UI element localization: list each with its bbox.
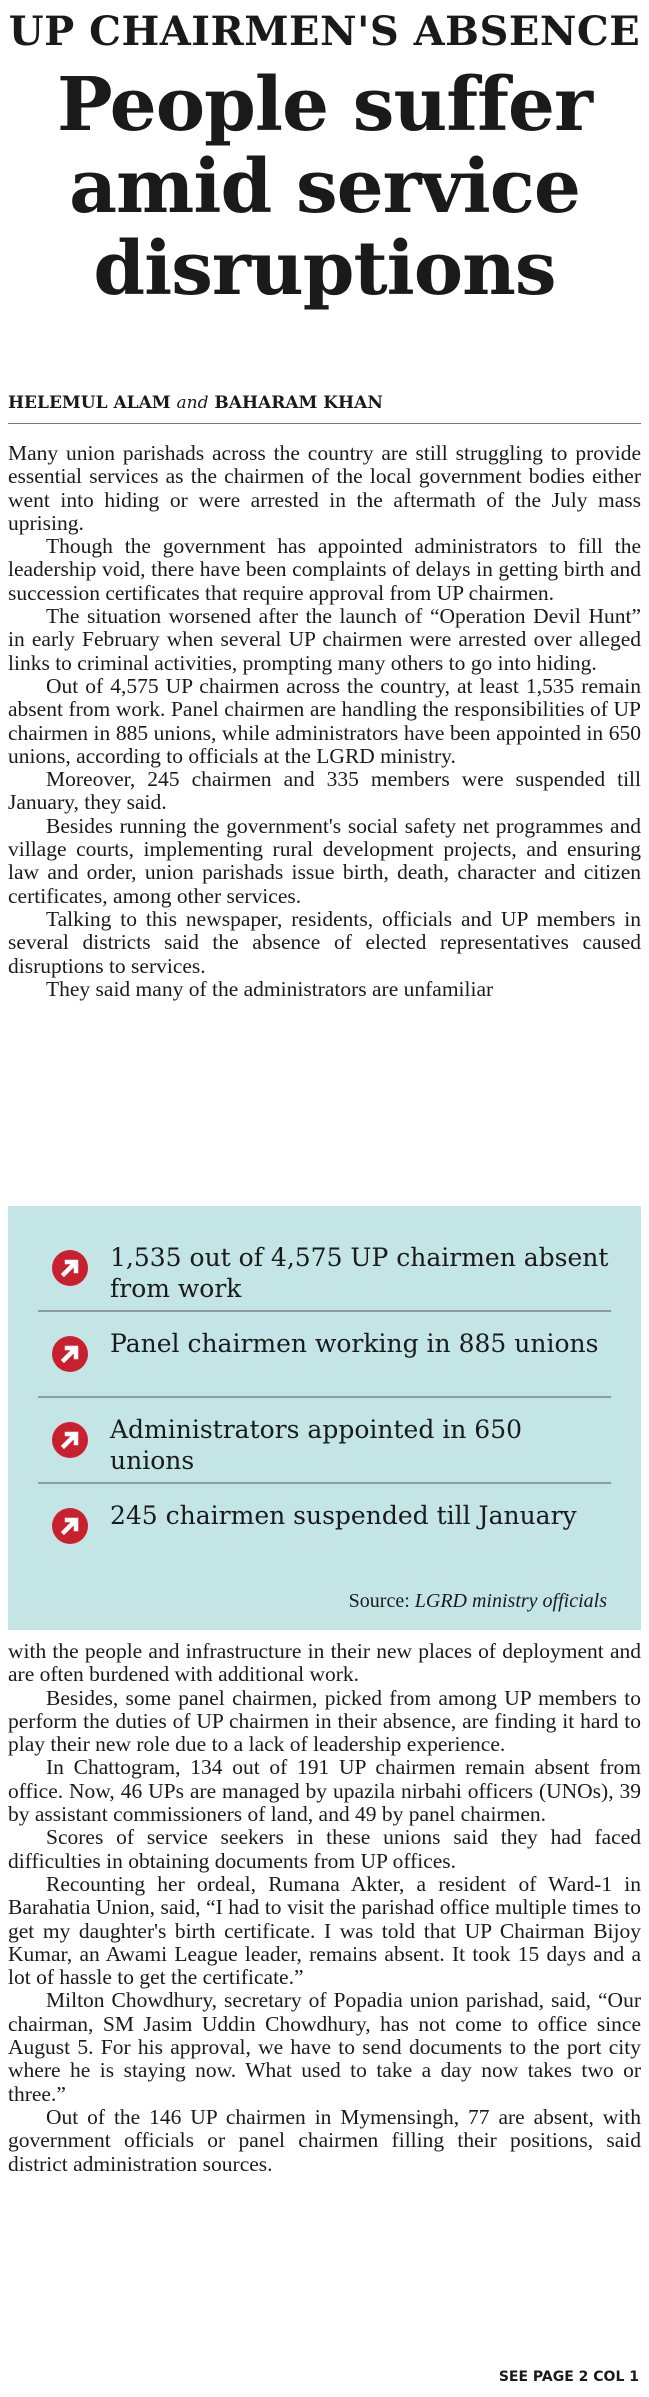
source-name: LGRD ministry officials	[414, 1590, 607, 1612]
paragraph: Though the government has appointed administrators to fill the leadership void, there have been complaints of delays in getting birth and succession certificates that require approval from UP chairmen.	[8, 534, 641, 605]
arrow-icon	[52, 1336, 88, 1372]
paragraph: Scores of service seekers in these unions said they had faced difficulties in obtaining documents from UP offices.	[8, 1825, 641, 1873]
paragraph: Milton Chowdhury, secretary of Popadia union parishad, said, “Our chairman, SM Jasim Uddin Chowdhury, has not come to office since August 5. For his approval, we have to send documents to the port city where he is staying now. What used to take a day now takes two or three.”	[8, 1988, 641, 2106]
headline	[0, 64, 649, 310]
fact-text: 245 chairmen suspended till January	[110, 1501, 577, 1530]
headline-line-1: People suffer	[57, 62, 592, 148]
fact-text: Administrators appointed in 650 unions	[110, 1415, 523, 1475]
author-1: HELEMUL ALAM	[8, 393, 171, 413]
fact-text: Panel chairmen working in 885 unions	[110, 1329, 599, 1358]
paragraph: They said many of the administrators are unfamiliar	[46, 976, 494, 1001]
byline-connector: and	[176, 393, 209, 413]
fact-item	[38, 1226, 611, 1312]
byline	[8, 391, 641, 424]
kicker: UP CHAIRMEN'S ABSENCE	[8, 8, 641, 55]
paragraph: Many union parishads across the country are still struggling to provide essential services as the chairmen of the local government bodies either went into hiding or were arrested in the aftermath of the July mass uprising.	[8, 441, 641, 535]
headline-line-3: disruptions	[93, 226, 556, 312]
fact-box	[8, 1206, 641, 1630]
author-2: BAHARAM KHAN	[214, 393, 383, 413]
fact-item	[38, 1398, 611, 1484]
paragraph: In Chattogram, 134 out of 191 UP chairmen remain absent from office. Now, 46 UPs are managed by upazila nirbahi officers (UNOs), 39 by assistant commissioners of land, and 49 by panel chairmen.	[8, 1755, 641, 1827]
paragraph: Talking to this newspaper, residents, officials and UP members in several districts said the absence of elected representatives caused disruptions to services.	[8, 906, 641, 978]
fact-item	[38, 1312, 611, 1398]
article-body-bottom	[8, 1640, 641, 2176]
arrow-icon	[52, 1422, 88, 1458]
article-body-top	[8, 442, 641, 1001]
paragraph: Out of the 146 UP chairmen in Mymensingh, 77 are absent, with government officials or panel chairmen filling their positions, said district administration sources.	[8, 2104, 641, 2176]
fact-source	[349, 1590, 607, 1613]
paragraph: Besides running the government's social safety net programmes and village courts, implementing rural development projects, and ensuring law and order, union parishads issue birth, death, character and citizen certificates, among other services.	[8, 813, 641, 908]
fact-text: 1,535 out of 4,575 UP chairmen absent from work	[110, 1243, 609, 1303]
paragraph: Out of 4,575 UP chairmen across the country, at least 1,535 remain absent from work. Panel chairmen are handling the responsibilities of UP chairmen in 885 unions, while administrators have been appointed in 650 unions, according to officials at the LGRD ministry.	[8, 673, 641, 768]
paragraph: Moreover, 245 chairmen and 335 members were suspended till January, they said.	[8, 767, 641, 815]
arrow-icon	[52, 1250, 88, 1286]
headline-line-2: amid service	[69, 144, 580, 230]
continuation-link[interactable]: SEE PAGE 2 COL 1	[498, 2369, 639, 2385]
source-label: Source:	[348, 1590, 410, 1612]
paragraph: Besides, some panel chairmen, picked from among UP members to perform the duties of UP chairmen in their absence, are finding it hard to play their new role due to a lack of leadership experience.	[8, 1685, 641, 1757]
paragraph: with the people and infrastructure in their new places of deployment and are often burdened with additional work.	[8, 1639, 641, 1687]
paragraph: Recounting her ordeal, Rumana Akter, a resident of Ward-1 in Barahatia Union, said, “I had to visit the parishad office multiple times to get my daughter's birth certificate. I was told that UP Chairman Bijoy Kumar, an Awami League leader, remains absent. It took 15 days and a lot of hassle to get the certificate.”	[8, 1871, 641, 1990]
fact-item	[38, 1484, 611, 1570]
arrow-icon	[52, 1508, 88, 1544]
paragraph: The situation worsened after the launch of “Operation Devil Hunt” in early February when several UP chairmen were arrested over alleged links to criminal activities, prompting many others to go into hiding.	[8, 604, 641, 675]
